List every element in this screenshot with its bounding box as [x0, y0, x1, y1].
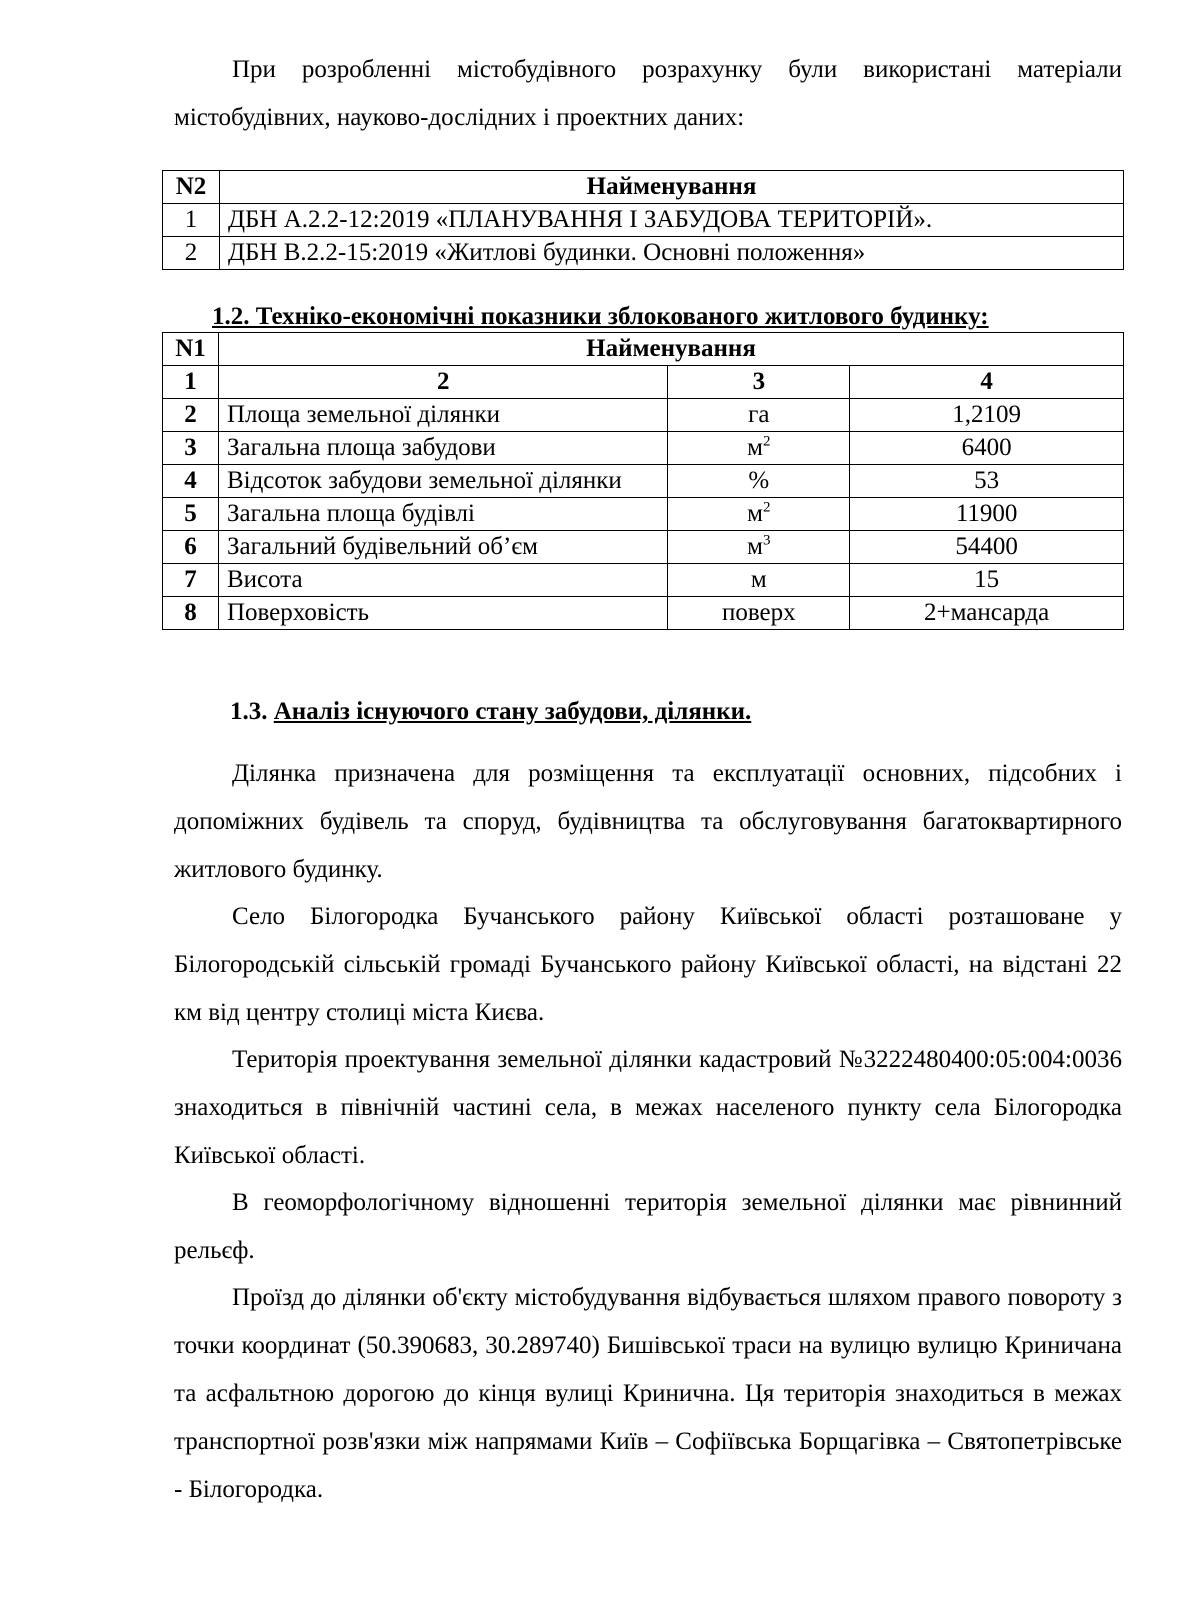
table-row	[163, 531, 1124, 564]
row-number: 2	[163, 399, 219, 432]
row-number: 6	[163, 531, 219, 564]
row-value: 15	[850, 564, 1124, 597]
row-unit: $м^3$	[668, 531, 850, 564]
table-row	[163, 564, 1124, 597]
header-name: Найменування	[218, 333, 1123, 366]
body-paragraph: Проїзд до ділянки об'єкту містобудування відбувається шляхом правого повороту з точки координат (50.390683, 30.289740) Бишівської траси на вулицю вулицю Криничана та асфальтною дорогою до кінця вулиці Кринична. Ця територія знаходиться в межах транспортної розв'язки між напрямами Київ – Софіївська Борщагівка – Святопетрівське - Білогородка.	[174, 1284, 1122, 1503]
row-name: Загальна площа забудови	[218, 432, 667, 465]
row-unit: $м^2$	[668, 498, 850, 531]
row-unit: га	[668, 399, 850, 432]
column-number: 4	[850, 366, 1124, 399]
row-name: ДБН А.2.2-12:2019 «ПЛАНУВАННЯ І ЗАБУДОВА ТЕРИТОРІЙ».	[220, 204, 1124, 237]
row-number: 3	[163, 432, 219, 465]
row-unit: поверх	[668, 597, 850, 630]
section-1-2-title: 1.2. Техніко-економічні показники зблокованого житлового будинку:	[212, 303, 989, 330]
table-row	[163, 498, 1124, 531]
row-value: 6400	[850, 432, 1124, 465]
column-number: 1	[163, 366, 219, 399]
row-name: Поверховість	[218, 597, 667, 630]
row-number: 2	[163, 237, 220, 270]
row-number: 5	[163, 498, 219, 531]
column-number: 3	[668, 366, 850, 399]
row-name: Відсоток забудови земельної ділянки	[218, 465, 667, 498]
row-name: Загальна площа будівлі	[218, 498, 667, 531]
row-number: 1	[163, 204, 220, 237]
row-value: 11900	[850, 498, 1124, 531]
table-header-row	[163, 333, 1124, 366]
intro-paragraph: При розробленні містобудівного розрахунку були використані матеріали містобудівних, науково-дослідних і проектних даних:	[174, 56, 1122, 131]
row-name: Висота	[218, 564, 667, 597]
table-row	[163, 204, 1124, 237]
row-value: 53	[850, 465, 1124, 498]
table-row	[163, 432, 1124, 465]
table-row	[163, 597, 1124, 630]
table-header-row	[163, 171, 1124, 204]
row-unit: м	[668, 564, 850, 597]
body-paragraph: Територія проектування земельної ділянки кадастровий №3222480400:05:004:0036 знаходиться в північній частині села, в межах населеного пункту села Білогородка Київської області.	[174, 1046, 1122, 1169]
row-name: Загальний будівельний об’єм	[218, 531, 667, 564]
row-name: Площа земельної ділянки	[218, 399, 667, 432]
header-number: N2	[163, 171, 220, 204]
row-name: ДБН В.2.2-15:2019 «Житлові будинки. Основні положення»	[220, 237, 1124, 270]
row-number: 7	[163, 564, 219, 597]
row-unit: $м^2$	[668, 432, 850, 465]
header-number: N1	[163, 333, 219, 366]
body-paragraph: В геоморфологічному відношенні територія земельної ділянки має рівнинний рельєф.	[174, 1189, 1122, 1264]
table-row	[163, 465, 1124, 498]
row-value: 2+мансарда	[850, 597, 1124, 630]
table-row	[163, 237, 1124, 270]
column-numbers-row	[163, 366, 1124, 399]
sources-table	[162, 170, 1124, 270]
row-value: 1,2109	[850, 399, 1124, 432]
tep-table	[162, 332, 1124, 630]
section-1-3-title: 1.3. Аналіз існуючого стану забудови, ділянки.	[230, 698, 752, 725]
body-paragraph: Ділянка призначена для розміщення та експлуатації основних, підсобних і допоміжних будівель та споруд, будівництва та обслуговування багатоквартирного житлового будинку.	[174, 760, 1122, 883]
header-name: Найменування	[220, 171, 1124, 204]
table-row	[163, 399, 1124, 432]
row-value: 54400	[850, 531, 1124, 564]
row-number: 8	[163, 597, 219, 630]
row-unit: %	[668, 465, 850, 498]
column-number: 2	[218, 366, 667, 399]
row-number: 4	[163, 465, 219, 498]
body-paragraph: Село Білогородка Бучанського району Київської області розташоване у Білогородській сільській громаді Бучанського району Київської області, на відстані 22 км від центру столиці міста Києва.	[174, 903, 1122, 1026]
